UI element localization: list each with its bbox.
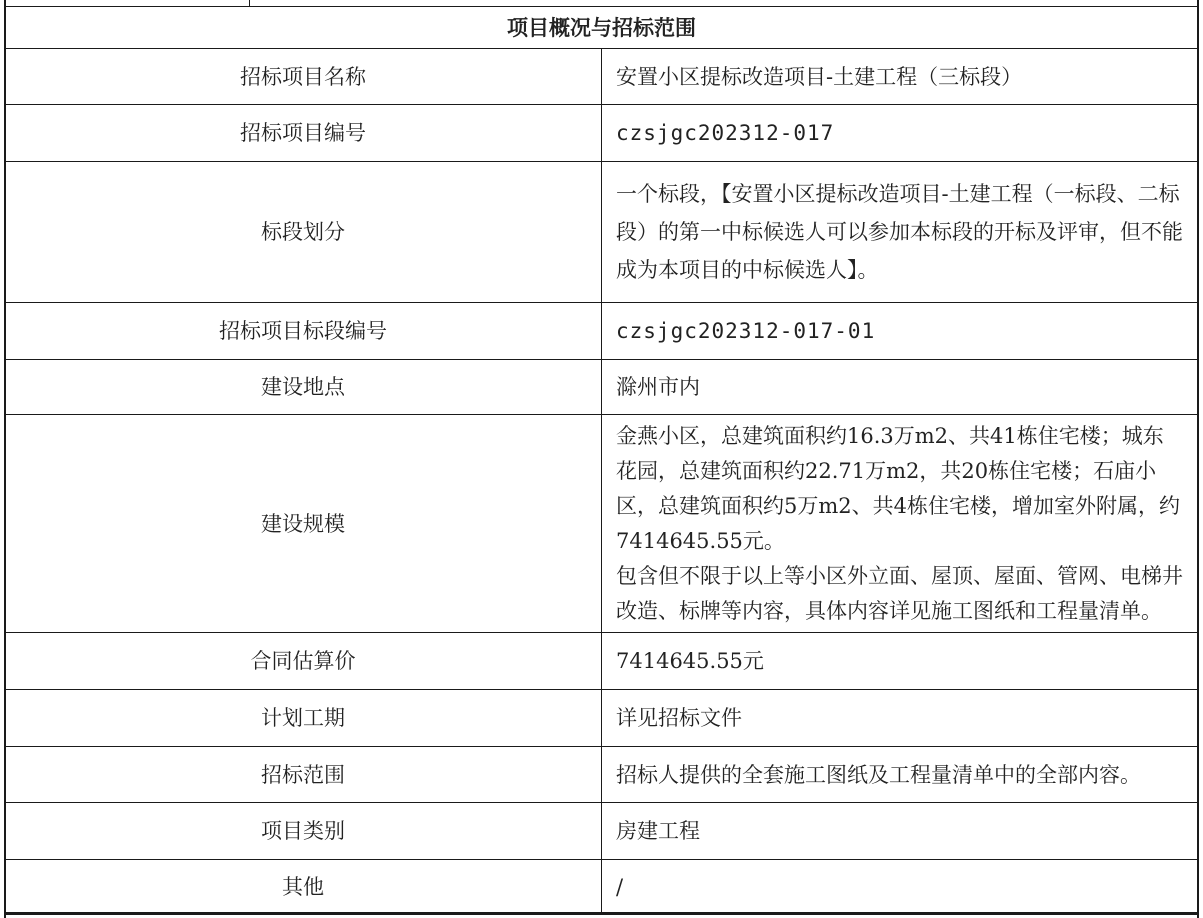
row-label-section-division: 标段划分 <box>5 162 602 303</box>
row-label-category: 项目类别 <box>5 803 602 860</box>
row-value-section-number: czsjgc202312-017-01 <box>602 303 1199 360</box>
scale-paragraph-2: 包含但不限于以上等小区外立面、屋顶、屋面、管网、电梯井改造、标牌等内容，具体内容详见施工图纸和工程量清单。 <box>616 563 1183 623</box>
row-value-other: / <box>602 860 1199 915</box>
table-title: 项目概况与招标范围 <box>5 7 1199 49</box>
row-label-other: 其他 <box>5 860 602 915</box>
table-row <box>5 690 1199 747</box>
table-row <box>5 105 1199 162</box>
row-value-section-division: 一个标段，【安置小区提标改造项目-土建工程（一标段、二标段）的第一中标候选人可以参加本标段的开标及评审，但不能成为本项目的中标候选人】。 <box>602 162 1199 303</box>
table-header-row <box>5 7 1199 49</box>
table-row <box>5 303 1199 360</box>
row-value-category: 房建工程 <box>602 803 1199 860</box>
row-value-project-number: czsjgc202312-017 <box>602 105 1199 162</box>
table-row <box>5 360 1199 415</box>
row-value-scale <box>602 415 1199 633</box>
project-overview-table <box>4 6 1199 915</box>
scale-paragraph-1: 金燕小区，总建筑面积约16.3万m2、共41栋住宅楼；城东花园，总建筑面积约22.71万m2，共20栋住宅楼；石庙小区，总建筑面积约5万m2、共4栋住宅楼，增加室外附属，约7414645.55元。 <box>616 423 1180 553</box>
row-value-location: 滁州市内 <box>602 360 1199 415</box>
row-label-project-name: 招标项目名称 <box>5 49 602 105</box>
table-row <box>5 860 1199 915</box>
table-row <box>5 633 1199 690</box>
row-label-estimated-price: 合同估算价 <box>5 633 602 690</box>
row-label-location: 建设地点 <box>5 360 602 415</box>
row-label-schedule: 计划工期 <box>5 690 602 747</box>
row-value-scope: 招标人提供的全套施工图纸及工程量清单中的全部内容。 <box>602 747 1199 803</box>
row-value-estimated-price: 7414645.55元 <box>602 633 1199 690</box>
table-row <box>5 747 1199 803</box>
table-bottom-border <box>4 912 1199 914</box>
table-row <box>5 49 1199 105</box>
table-row <box>5 162 1199 303</box>
row-value-schedule: 详见招标文件 <box>602 690 1199 747</box>
row-label-scale: 建设规模 <box>5 415 602 633</box>
row-label-scope: 招标范围 <box>5 747 602 803</box>
row-label-section-number: 招标项目标段编号 <box>5 303 602 360</box>
table-row <box>5 415 1199 633</box>
table-row <box>5 803 1199 860</box>
row-label-project-number: 招标项目编号 <box>5 105 602 162</box>
row-value-project-name: 安置小区提标改造项目-土建工程（三标段） <box>602 49 1199 105</box>
